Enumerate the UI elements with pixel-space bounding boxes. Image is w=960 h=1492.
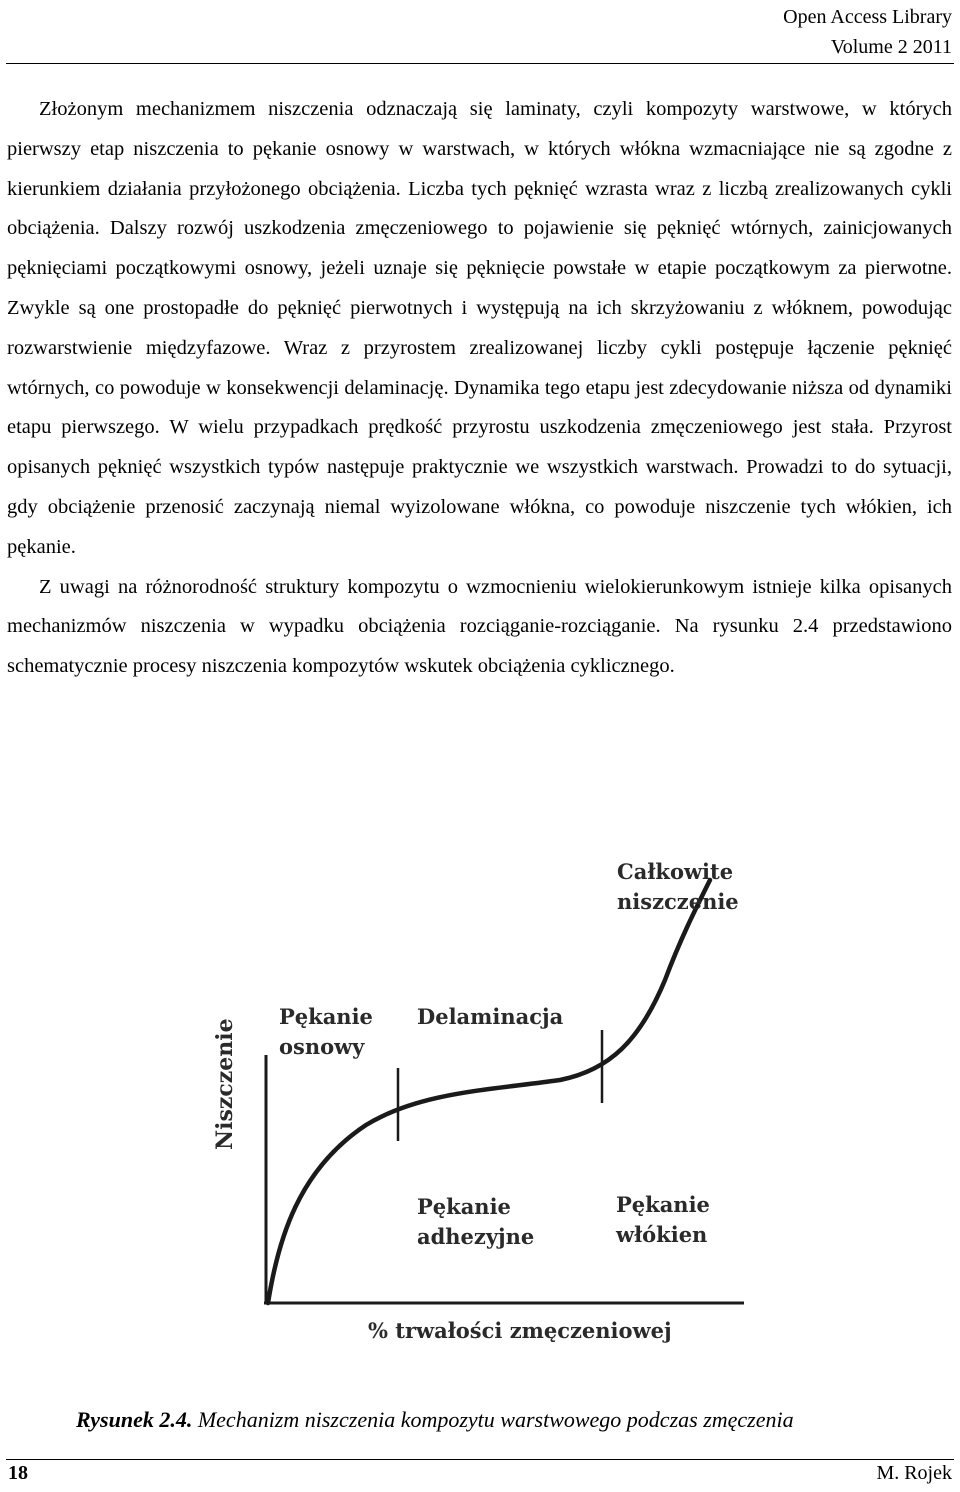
y-axis-label: Niszczenie — [212, 1018, 238, 1150]
caption-text: Mechanizm niszczenia kompozytu warstwowego podczas zmęczenia — [192, 1407, 794, 1432]
damage-curve-diagram — [190, 840, 770, 1360]
footer-rule — [6, 1459, 954, 1460]
label-adhesive-cracking: Pękanie adhezyjne — [417, 1194, 535, 1249]
x-axis-label: % trwałości zmęczeniowej — [368, 1318, 672, 1343]
paragraph-1: Złożonym mechanizmem niszczenia odznaczają się laminaty, czyli kompozyty warstwowe, w których pierwszy etap niszczenia to pękanie osnowy w warstwach, w których włókna wzmacniające nie są zgodne z kierunkiem działania przyłożonego obciążenia. Liczba tych pęknięć wzrasta wraz z liczbą zrealizowanych cykli obciążenia. Dalszy rozwój uszkodzenia zmęczeniowego to pojawienie się pęknięć wtórnych, zainicjowanych pęknięciami początkowymi osnowy, jeżeli uznaje się pęknięcie powstałe w etapie początkowym za pierwotne. Zwykle są one prostopadłe do pęknięć pierwotnych i występują na ich skrzyżowaniu z włóknem, powodując rozwarstwienie międzyfazowe. Wraz z przyrostem zrealizowanej liczby cykli postępuje łączenie pęknięć wtórnych, co powoduje w konsekwencji delaminację. Dynamika tego etapu jest zdecydowanie niższa od dynamiki etapu pierwszego. W wielu przypadkach prędkość przyrostu uszkodzenia zmęczeniowego jest stała. Przyrost opisanych pęknięć wszystkich typów następuje praktycznie we wszystkich warstwach. Prowadzi to do sytuacji, gdy obciążenie przenosić zaczynają niemal wyizolowane włókna, co powoduje niszczenie tych włókien, ich pękanie. — [7, 98, 952, 558]
figure-caption — [76, 1407, 794, 1433]
caption-label: Rysunek 2.4. — [76, 1407, 193, 1432]
paragraph-2: Z uwagi na różnorodność struktury kompozytu o wzmocnieniu wielokierunkowym istnieje kilka opisanych mechanizmów niszczenia w wypadku obciążenia rozciąganie-rozciąganie. Na rysunku 2.4 przedstawiono schematycznie procesy niszczenia kompozytów wskutek obciążenia cyklicznego. — [7, 575, 952, 678]
volume-info: Volume 2 2011 — [830, 36, 952, 58]
figure-damage-mechanism — [190, 840, 770, 1360]
label-matrix-cracking: Pękanie osnowy — [279, 1004, 373, 1059]
label-delamination: Delaminacja — [417, 1004, 564, 1029]
journal-name: Open Access Library — [783, 6, 952, 28]
header-rule — [6, 63, 954, 64]
author-name: M. Rojek — [876, 1462, 952, 1484]
label-total-failure: Całkowite niszczenie — [617, 859, 739, 914]
body-text — [7, 90, 952, 687]
running-header — [783, 2, 952, 62]
label-fiber-cracking: Pękanie włókien — [616, 1192, 710, 1247]
page-number: 18 — [8, 1462, 28, 1484]
